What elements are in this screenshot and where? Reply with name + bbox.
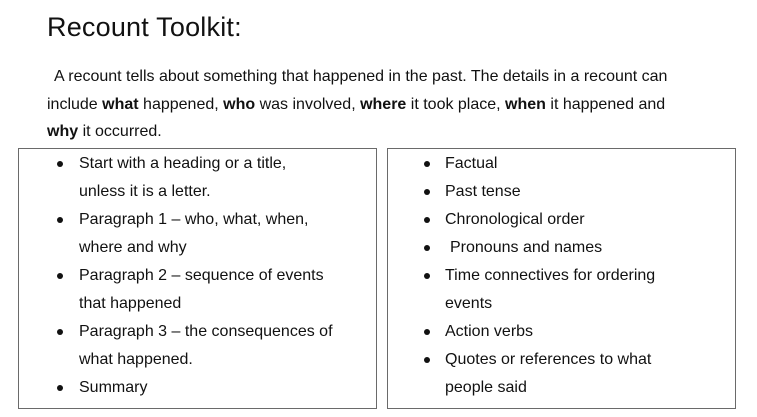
bullet-icon	[57, 217, 63, 223]
intro-text: it happened and	[545, 95, 666, 113]
intro-text: it occurred.	[78, 123, 162, 140]
list-item-text: Time connectives for ordering	[445, 267, 656, 284]
list-item-text: Summary	[79, 379, 148, 396]
list-item-text: Action verbs	[445, 323, 534, 340]
list-item-text: Start with a heading or a title,	[79, 155, 287, 172]
page-title: Recount Toolkit:	[47, 12, 242, 42]
bullet-icon	[57, 329, 63, 335]
bullet-icon	[57, 273, 63, 279]
list-item-text: that happened	[79, 295, 182, 312]
features-box	[387, 148, 736, 409]
list-item	[388, 178, 735, 206]
list-item-text: Paragraph 1 – who, what, when,	[79, 211, 309, 228]
bullet-icon	[424, 189, 430, 195]
intro-text: include	[47, 95, 103, 113]
list-item	[19, 374, 376, 402]
list-item	[388, 346, 735, 402]
list-item-text: Past tense	[445, 183, 521, 200]
bullet-icon	[424, 273, 430, 279]
bullet-icon	[57, 385, 63, 391]
list-item	[388, 234, 735, 262]
list-item-text: Quotes or references to what	[445, 351, 652, 368]
bullet-icon	[424, 329, 430, 335]
intro-line-3	[47, 118, 747, 146]
list-item	[19, 206, 376, 262]
bullet-icon	[424, 245, 430, 251]
list-item-text: people said	[445, 379, 527, 396]
list-item	[388, 318, 735, 346]
bullet-icon	[57, 161, 63, 167]
bullet-icon	[424, 217, 430, 223]
list-item-text: Paragraph 3 – the consequences of	[79, 323, 333, 340]
intro-keyword-where: where	[360, 95, 407, 113]
intro-keyword-who: who	[223, 95, 256, 113]
list-item-text: what happened.	[79, 351, 193, 368]
list-item-text: Factual	[445, 155, 498, 172]
list-item	[19, 262, 376, 318]
intro-keyword-when: when	[505, 95, 546, 113]
features-list	[388, 150, 735, 402]
intro-line-2	[47, 91, 747, 119]
list-item	[388, 206, 735, 234]
intro-keyword-what: what	[102, 95, 139, 113]
intro-text: it took place,	[406, 95, 506, 113]
list-item	[19, 318, 376, 374]
structure-box	[18, 148, 377, 409]
list-item-text: unless it is a letter.	[79, 183, 211, 200]
intro-text: was involved,	[255, 95, 361, 113]
bullet-icon	[424, 357, 430, 363]
intro-text: happened,	[138, 95, 224, 113]
list-item-text: Chronological order	[445, 211, 585, 228]
list-item-text: events	[445, 295, 493, 312]
intro-line-1: A recount tells about something that happened in the past. The details in a recount can	[54, 68, 668, 85]
intro-paragraph	[47, 63, 747, 146]
intro-keyword-why: why	[47, 123, 79, 140]
structure-list	[19, 150, 376, 402]
list-item-text: Paragraph 2 – sequence of events	[79, 267, 324, 284]
list-item	[388, 150, 735, 178]
list-item	[388, 262, 735, 318]
list-item	[19, 150, 376, 206]
list-item-text: Pronouns and names	[450, 239, 603, 256]
list-item-text: where and why	[79, 239, 187, 256]
bullet-icon	[424, 161, 430, 167]
